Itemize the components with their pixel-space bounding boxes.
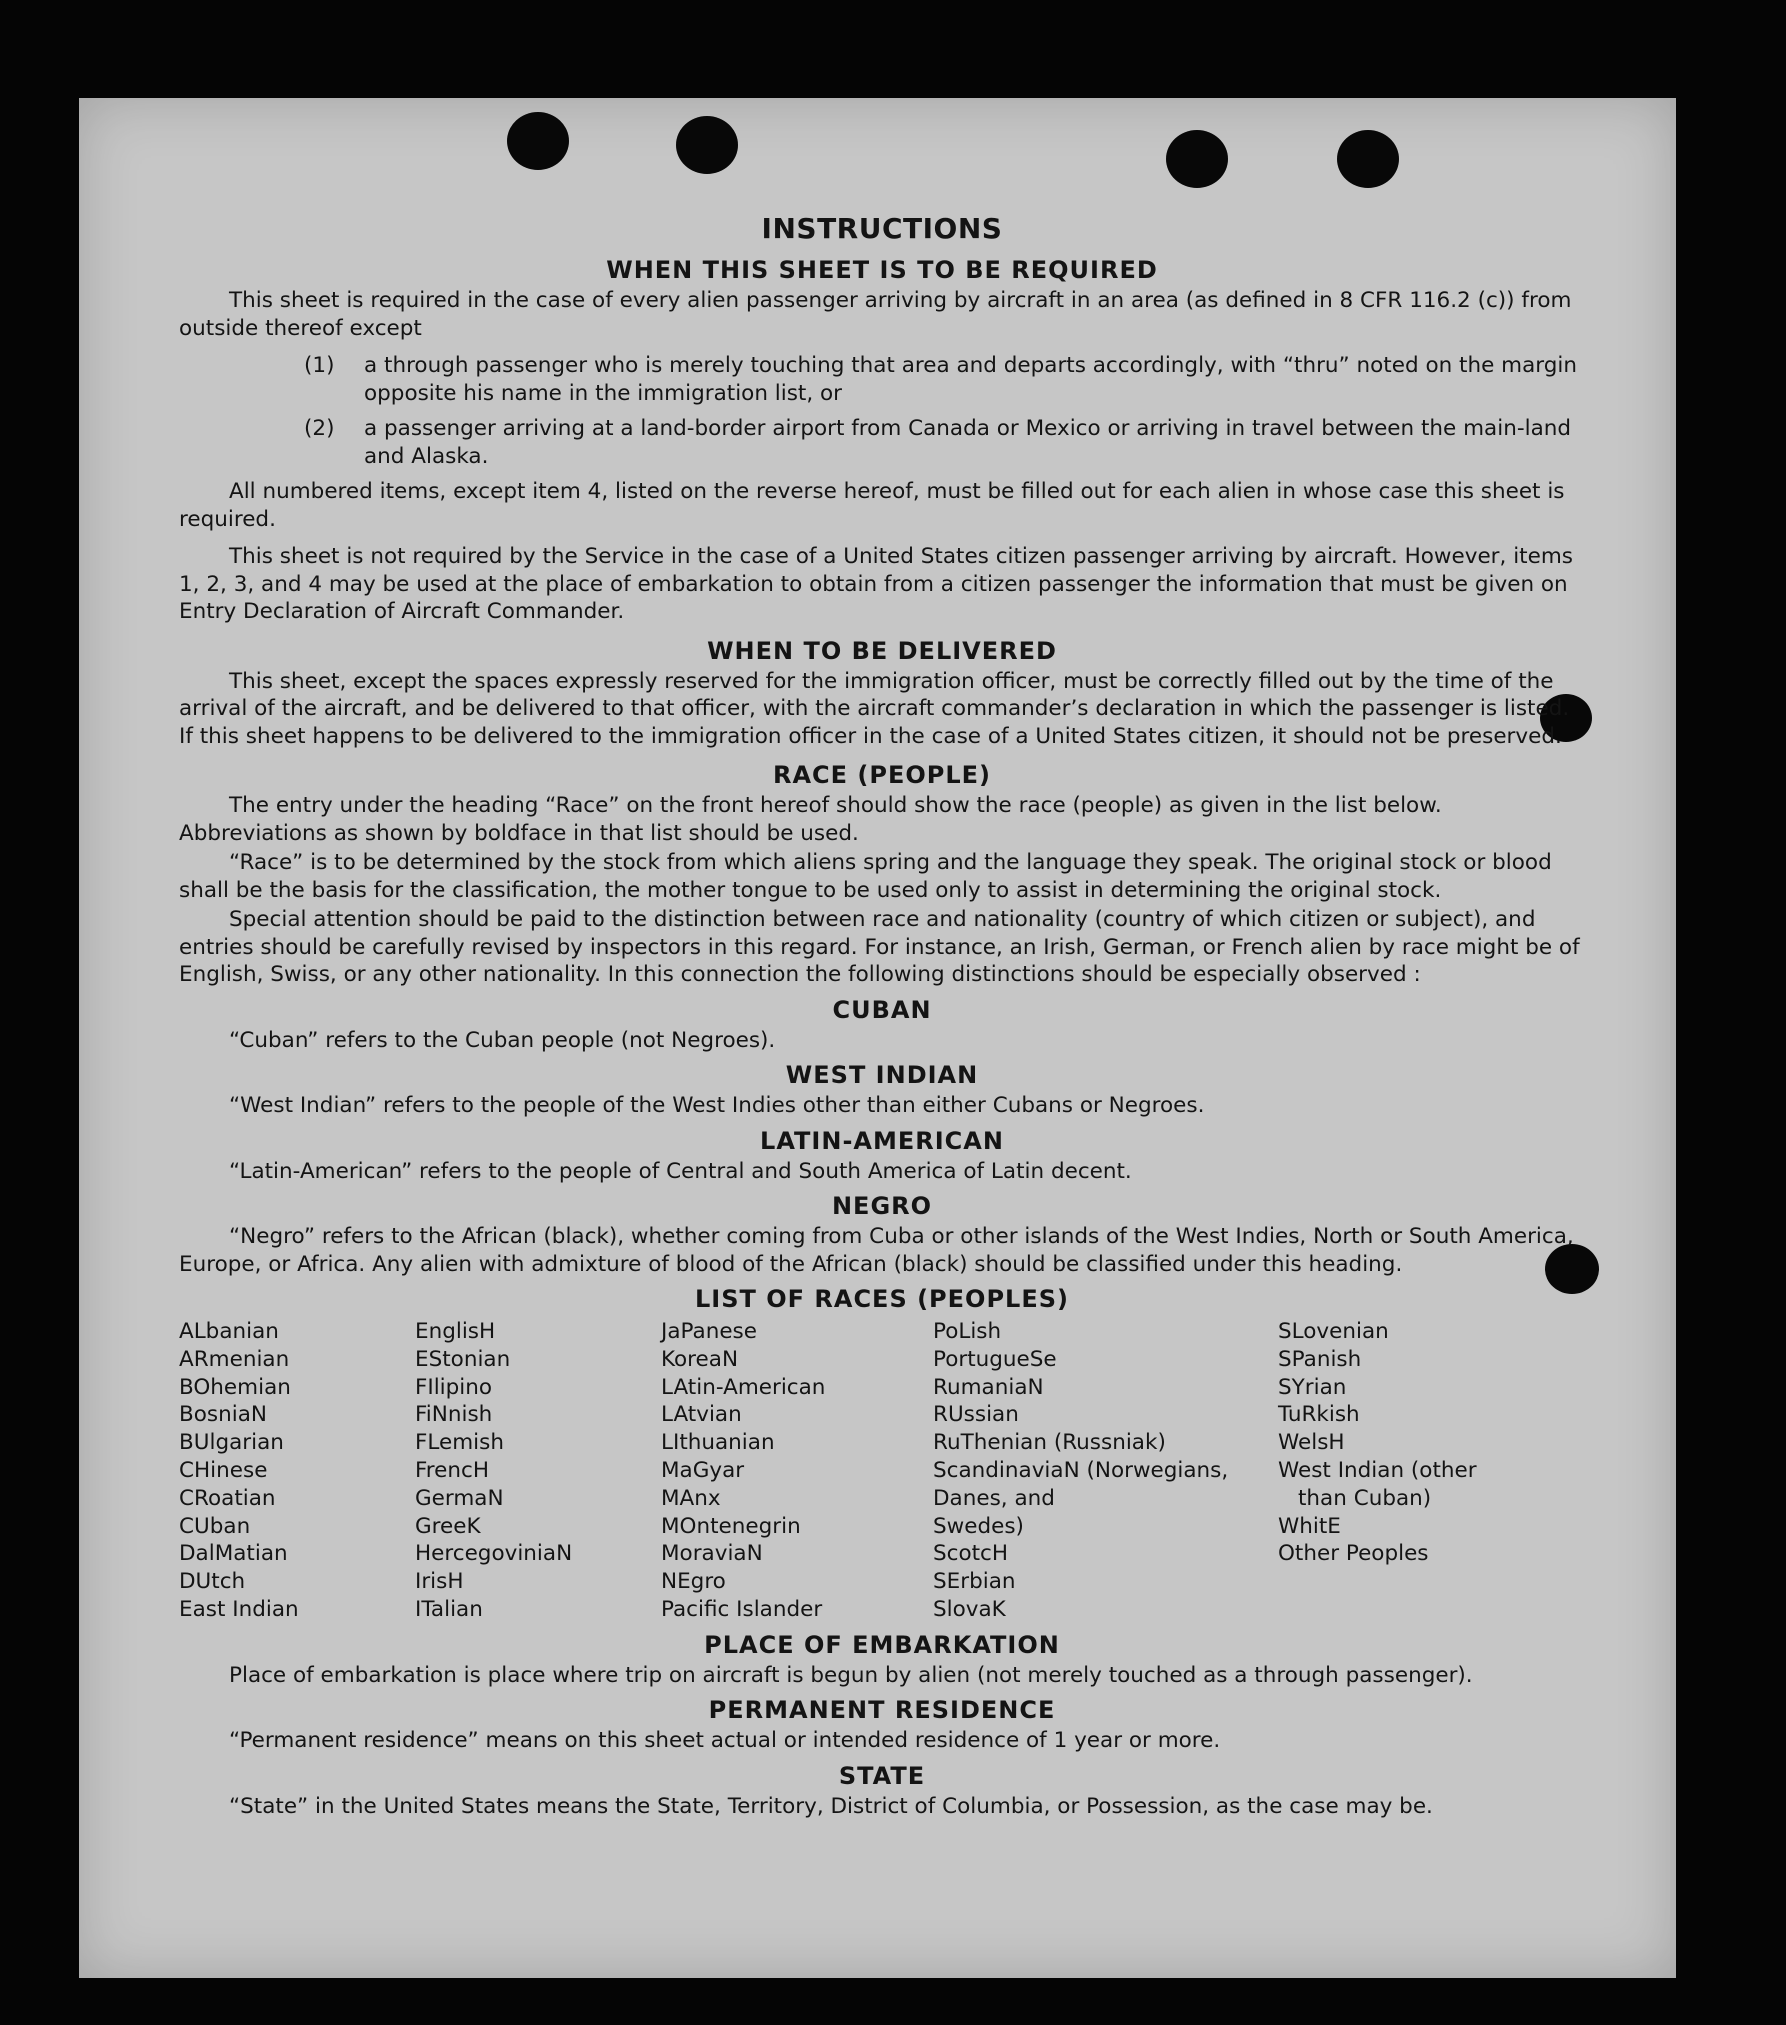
- race-entry: PoLish: [933, 1319, 1002, 1344]
- race-entry: RuThenian (Russniak): [933, 1430, 1166, 1456]
- race-entry: MAnx: [661, 1485, 721, 1511]
- punch-hole: [507, 112, 569, 170]
- punch-hole: [676, 116, 738, 174]
- item-number: (1): [304, 353, 335, 378]
- race-entry: BUlgarian: [179, 1430, 284, 1456]
- when-delivered-text: This sheet, except the spaces expressly reserved for the immigration officer, must be correctly filled out by the time of the arrival of the aircraft, and be delivered to that officer, with the aircraft commander’s declaration in which the passenger is listed. If this sheet happens to be delivered to the immigration officer in the case of a United States citizen, it should not be preserved.: [179, 668, 1570, 749]
- state-text: “State” in the United States means the State, Territory, District of Columbia, or Possession, as the case may be.: [229, 1793, 1433, 1819]
- punch-hole: [1337, 130, 1399, 188]
- race-paragraph-2: “Race” is to be determined by the stock from which aliens spring and the language they speak. The original stock or blood shall be the basis for the classification, the mother tongue to be used only to assist in determining the original stock.: [179, 850, 1552, 903]
- instructions-title: INSTRUCTIONS: [761, 212, 1003, 245]
- race-entry: Swedes): [933, 1513, 1024, 1539]
- race-entry: KoreaN: [661, 1346, 739, 1372]
- race-entry: TuRkish: [1278, 1402, 1360, 1428]
- race-entry: CUban: [179, 1513, 251, 1539]
- race-entry: HercegoviniaN: [415, 1541, 573, 1567]
- race-entry: NEgro: [661, 1569, 726, 1595]
- race-entry: IrisH: [415, 1569, 464, 1595]
- race-entry: ALbanian: [179, 1319, 279, 1344]
- citizen-paragraph: This sheet is not required by the Service in the case of a United States citizen passenger arriving by aircraft. However, items 1, 2, 3, and 4 may be used at the place of embarkation to obtain from a citizen passenger the information that must be given on Entry Declaration of Aircraft Commander.: [179, 544, 1573, 624]
- race-paragraph-1: The entry under the heading “Race” on the front hereof should show the race (people) as given in the list below. Abbreviations as shown by boldface in that list should be used.: [179, 793, 1442, 846]
- race-entry: CRoatian: [179, 1485, 276, 1511]
- race-column: [933, 1318, 1278, 1624]
- race-entry: SlovaK: [933, 1596, 1006, 1622]
- race-list: [179, 1318, 1585, 1624]
- punch-hole: [1166, 130, 1228, 188]
- race-entry: WelsH: [1278, 1430, 1345, 1456]
- race-entry: MOntenegrin: [661, 1513, 801, 1539]
- heading-negro: NEGRO: [831, 1192, 933, 1220]
- race-entry: West Indian (other: [1278, 1457, 1477, 1483]
- instructions-content: [179, 213, 1585, 1822]
- heading-embarkation: PLACE OF EMBARKATION: [704, 1630, 1060, 1659]
- heading-when-delivered: WHEN TO BE DELIVERED: [707, 636, 1057, 665]
- heading-race: RACE (PEOPLE): [772, 761, 992, 789]
- race-entry: JaPanese: [661, 1319, 757, 1344]
- cuban-text: “Cuban” refers to the Cuban people (not Negroes).: [229, 1027, 776, 1053]
- race-entry: Other Peoples: [1278, 1541, 1429, 1567]
- heading-list-of-races: LIST OF RACES (PEOPLES): [695, 1285, 1069, 1313]
- race-column: [1278, 1318, 1578, 1624]
- race-entry: GreeK: [415, 1513, 481, 1539]
- race-entry: GermaN: [415, 1485, 504, 1511]
- race-entry: SErbian: [933, 1569, 1016, 1595]
- numbered-items-paragraph: All numbered items, except item 4, listed on the reverse hereof, must be filled out for each alien in whose case this sheet is required.: [179, 479, 1565, 532]
- race-column: [415, 1318, 661, 1624]
- residence-text: “Permanent residence” means on this sheet actual or intended residence of 1 year or more.: [229, 1728, 1221, 1754]
- embarkation-text: Place of embarkation is place where trip on aircraft is begun by alien (not merely touched as a through passenger).: [229, 1662, 1473, 1688]
- race-entry: RumaniaN: [933, 1374, 1044, 1400]
- race-entry: LAtvian: [661, 1402, 742, 1428]
- race-entry: ITalian: [415, 1596, 483, 1622]
- item-text: a through passenger who is merely touching that area and departs accordingly, with “thru” noted on the margin opposite his name in the immigration list, or: [364, 353, 1578, 406]
- when-required-intro: This sheet is required in the case of every alien passenger arriving by aircraft in an area (as defined in 8 CFR 116.2 (c)) from outside thereof except: [179, 288, 1572, 341]
- race-entry: DalMatian: [179, 1541, 288, 1567]
- race-column: [661, 1318, 933, 1624]
- race-entry: MaGyar: [661, 1457, 745, 1483]
- race-entry: MoraviaN: [661, 1541, 763, 1567]
- heading-when-required: WHEN THIS SHEET IS TO BE REQUIRED: [606, 256, 1158, 284]
- race-entry: FrencH: [415, 1457, 490, 1483]
- race-entry: LIthuanian: [661, 1430, 775, 1456]
- document-sheet: [79, 98, 1676, 1978]
- race-entry: than Cuban): [1298, 1485, 1432, 1511]
- west-indian-text: “West Indian” refers to the people of the West Indies other than either Cubans or Negroes.: [229, 1093, 1205, 1118]
- race-entry: CHinese: [179, 1457, 268, 1483]
- heading-residence: PERMANENT RESIDENCE: [708, 1696, 1056, 1725]
- race-entry: ScotcH: [933, 1541, 1009, 1567]
- item-text: a passenger arriving at a land-border airport from Canada or Mexico or arriving in travel between the main-land and Alaska.: [364, 416, 1572, 469]
- race-entry: FiNnish: [415, 1402, 493, 1428]
- race-entry: EnglisH: [415, 1319, 496, 1344]
- race-entry: ScandinaviaN (Norwegians,: [933, 1457, 1229, 1483]
- race-entry: Danes, and: [933, 1485, 1055, 1511]
- race-entry: LAtin-American: [661, 1374, 826, 1400]
- heading-latin-american: LATIN-AMERICAN: [760, 1126, 1004, 1155]
- race-entry: BosniaN: [179, 1402, 267, 1428]
- heading-west-indian: WEST INDIAN: [785, 1061, 979, 1089]
- exception-item-2: [304, 415, 1585, 470]
- race-entry: Pacific Islander: [661, 1596, 823, 1622]
- race-column: [179, 1318, 415, 1624]
- heading-cuban: CUBAN: [832, 995, 932, 1024]
- race-entry: BOhemian: [179, 1374, 291, 1400]
- item-number: (2): [304, 416, 335, 441]
- heading-state: STATE: [838, 1761, 926, 1790]
- race-entry: EStonian: [415, 1346, 511, 1372]
- race-paragraph-3: Special attention should be paid to the distinction between race and nationality (country of which citizen or subject), and entries should be carefully revised by inspectors in this regard. For instance, an Irish, German, or French alien by race might be of English, Swiss, or any other nationality. In this connection the following distinctions should be especially observed :: [179, 907, 1580, 987]
- race-entry: DUtch: [179, 1569, 246, 1595]
- race-entry: East Indian: [179, 1596, 299, 1622]
- negro-text: “Negro” refers to the African (black), whether coming from Cuba or other islands of the West Indies, North or South America, Europe, or Africa. Any alien with admixture of blood of the African (black) should be classified under this heading.: [179, 1224, 1574, 1277]
- latin-american-text: “Latin-American” refers to the people of Central and South America of Latin decent.: [229, 1158, 1132, 1184]
- race-entry: PortugueSe: [933, 1346, 1057, 1372]
- race-entry: FLemish: [415, 1430, 504, 1456]
- race-entry: SYrian: [1278, 1374, 1347, 1400]
- race-entry: SPanish: [1278, 1346, 1362, 1372]
- race-entry: RUssian: [933, 1402, 1019, 1428]
- race-entry: ARmenian: [179, 1346, 290, 1372]
- race-entry: WhitE: [1278, 1513, 1341, 1539]
- exception-item-1: [304, 352, 1585, 407]
- race-entry: FIlipino: [415, 1374, 493, 1400]
- race-entry: SLovenian: [1278, 1319, 1389, 1344]
